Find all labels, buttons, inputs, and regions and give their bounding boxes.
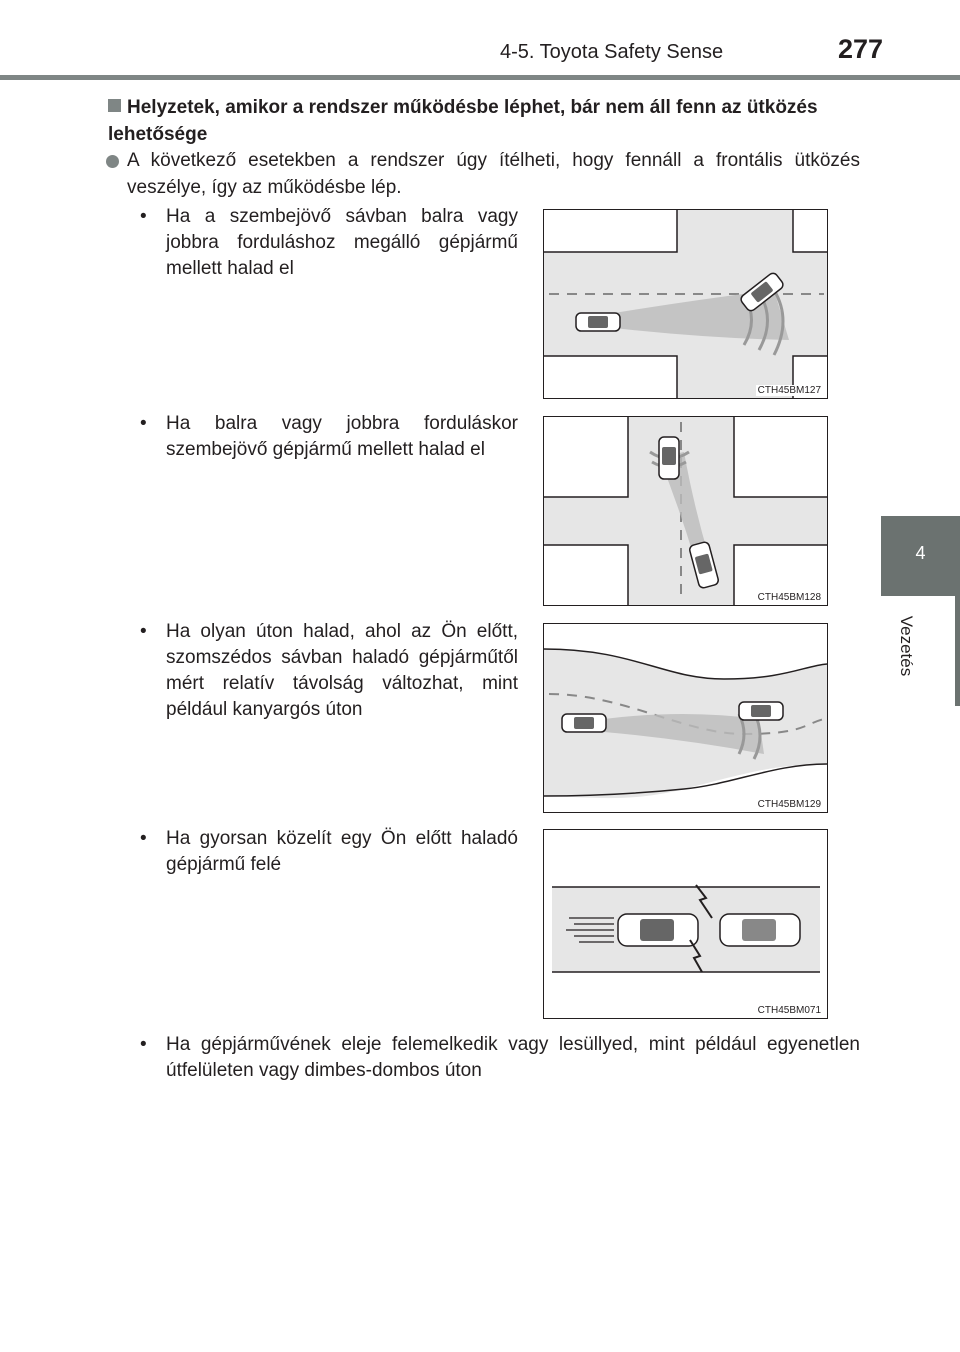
- figure-rapid-approach: [543, 829, 828, 1019]
- list-item-text: Ha gyorsan közelít egy Ön előtt haladó gépjármű felé: [166, 828, 518, 875]
- list-bullet: •: [140, 206, 147, 227]
- list-item: [140, 204, 518, 282]
- figure-passing-turning-vehicle: [543, 209, 828, 399]
- figure-code: CTH45BM071: [757, 1005, 821, 1016]
- intro-paragraph: [127, 147, 860, 201]
- figure-turning-past-oncoming: [543, 416, 828, 606]
- chapter-label: [888, 612, 928, 682]
- list-item: [140, 411, 518, 463]
- car-own-icon: [576, 313, 620, 331]
- chapter-tab[interactable]: [881, 516, 960, 596]
- list-item-text: Ha a szembejövő sávban balra vagy jobbra forduláshoz megálló gépjármű mellett halad el: [166, 206, 518, 279]
- figure-code: CTH45BM127: [757, 385, 821, 396]
- list-bullet: •: [140, 413, 147, 434]
- figure-code: CTH45BM129: [757, 799, 821, 810]
- header-rule: [0, 75, 960, 80]
- chapter-tab-edge: [955, 596, 960, 706]
- circle-bullet-icon: [106, 155, 119, 168]
- section-heading-text: Helyzetek, amikor a rendszer működésbe léphet, bár nem áll fenn az ütközés lehetősége: [108, 97, 818, 145]
- car-own-icon: [562, 714, 606, 732]
- car-adjacent-icon: [739, 702, 783, 720]
- list-bullet: •: [140, 828, 147, 849]
- list-item-text: Ha olyan úton halad, ahol az Ön előtt, szomszédos sávban haladó gépjárműtől mért relatív távolság változhat, mint például kanyargós úton: [166, 621, 518, 720]
- list-item: [140, 619, 518, 723]
- list-bullet: •: [140, 1034, 147, 1055]
- figure-curved-road: [543, 623, 828, 813]
- chapter-label-text: Vezetés: [897, 615, 916, 677]
- section-heading: [108, 94, 860, 148]
- figure-code: CTH45BM128: [757, 592, 821, 603]
- list-item-text: Ha gépjárművének eleje felemelkedik vagy lesüllyed, mint például egyenetlen útfelületen vagy dimbes-dombos úton: [166, 1034, 860, 1081]
- car-ahead-icon: [720, 914, 800, 946]
- chapter-number: 4: [915, 543, 926, 563]
- list-bullet: •: [140, 621, 147, 642]
- car-own-icon: [618, 914, 698, 946]
- intro-text: A következő esetekben a rendszer úgy ítélheti, hogy fennáll a frontális ütközés veszélye, így az működésbe lép.: [127, 150, 860, 198]
- list-item: [140, 1032, 860, 1084]
- list-item-text: Ha balra vagy jobbra forduláskor szembejövő gépjármű mellett halad el: [166, 413, 518, 460]
- page-number: 277: [838, 34, 884, 64]
- list-item: [140, 826, 518, 878]
- header-section-title: 4-5. Toyota Safety Sense: [500, 41, 724, 63]
- car-oncoming-icon: [659, 437, 679, 479]
- square-bullet-icon: [108, 99, 121, 112]
